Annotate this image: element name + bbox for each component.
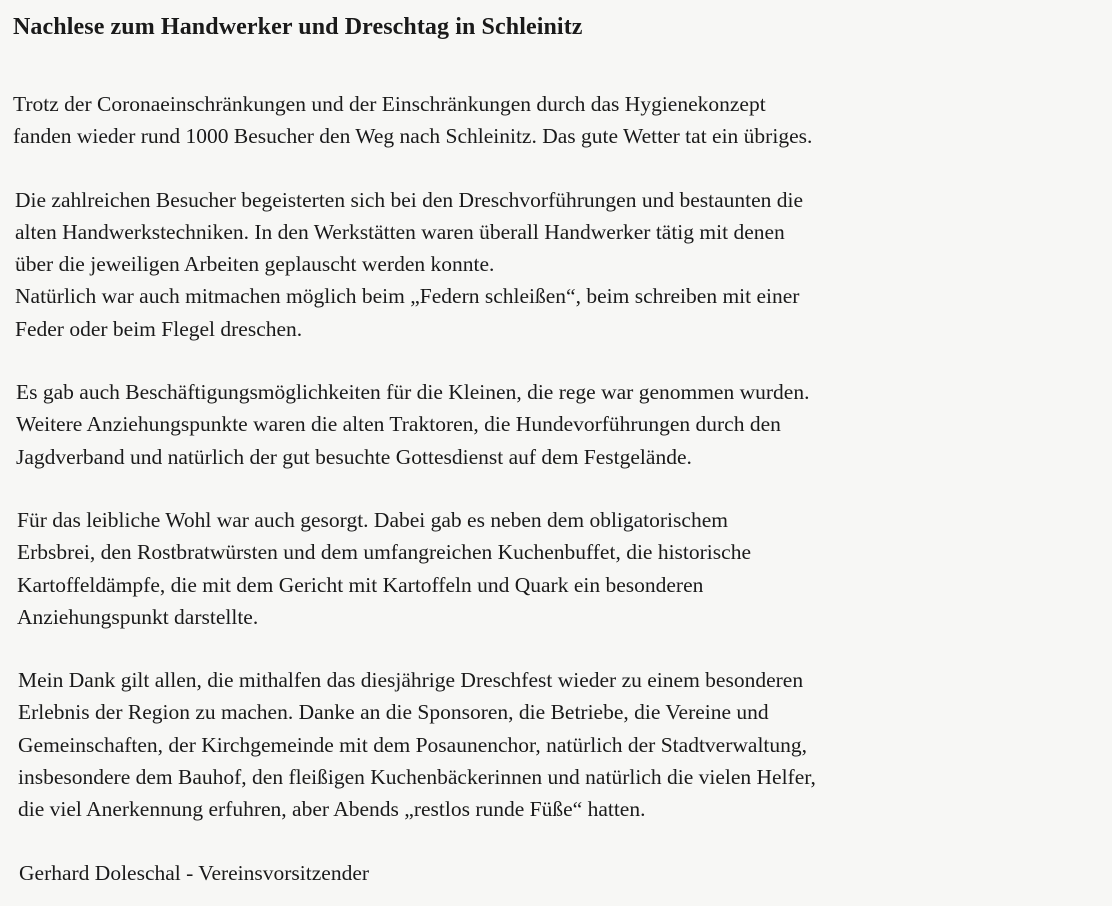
- paragraph-thanks: [18, 664, 1052, 825]
- paragraph-line: Anziehungspunkt darstellte.: [17, 604, 259, 629]
- paragraph-line: Mein Dank gilt allen, die mithalfen das diesjährige Dreschfest wieder zu einem besonderen: [18, 668, 804, 693]
- paragraph-line: insbesondere dem Bauhof, den fleißigen Kuchenbäckerinnen und natürlich die vielen Helfer,: [18, 765, 816, 790]
- paragraph-food: [17, 504, 1052, 633]
- paragraph-line: Gemeinschaften, der Kirchgemeinde mit dem Posaunenchor, natürlich der Stadtverwaltung,: [18, 732, 808, 757]
- paragraph-attractions: [16, 376, 1052, 473]
- signature: Gerhard Doleschal - Vereinsvorsitzender: [19, 860, 370, 885]
- paragraph-line: Jagdverband und natürlich der gut besuchte Gottesdienst auf dem Festgelände.: [16, 444, 692, 469]
- paragraph-line: Feder oder beim Flegel dreschen.: [15, 316, 303, 341]
- paragraph-line: die viel Anerkennung erfuhren, aber Abends „restlos runde Füße“ hatten.: [18, 797, 646, 822]
- paragraph-line: Es gab auch Beschäftigungsmöglichkeiten für die Kleinen, die rege war genommen wurden.: [16, 380, 810, 405]
- document-title: Nachlese zum Handwerker und Dreschtag in Schleinitz: [13, 14, 583, 40]
- paragraph-line: Natürlich war auch mitmachen möglich beim „Federn schleißen“, beim schreiben mit einer: [15, 284, 800, 309]
- paragraph-line: Trotz der Coronaeinschränkungen und der Einschränkungen durch das Hygienekonzept: [13, 92, 766, 116]
- paragraph-line: Weitere Anziehungspunkte waren die alten Traktoren, die Hundevorführungen durch den: [16, 412, 781, 437]
- paragraph-line: Für das leibliche Wohl war auch gesorgt. Dabei gab es neben dem obligatorischem: [17, 507, 728, 532]
- paragraph-line: Kartoffeldämpfe, die mit dem Gericht mit Kartoffeln und Quark ein besonderen: [17, 572, 704, 597]
- paragraph-line: Die zahlreichen Besucher begeisterten sich bei den Dreschvorführungen und bestaunten die: [15, 187, 804, 212]
- paragraph-line: Erbsbrei, den Rostbratwürsten und dem umfangreichen Kuchenbuffet, die historische: [17, 540, 751, 565]
- paragraph-line: Erlebnis der Region zu machen. Danke an die Sponsoren, die Betriebe, die Vereine und: [18, 700, 769, 725]
- paragraph-visitors: [15, 184, 1052, 345]
- paragraph-line: fanden wieder rund 1000 Besucher den Weg nach Schleinitz. Das gute Wetter tat ein übriges.: [13, 124, 813, 149]
- paragraph-line: über die jeweiligen Arbeiten geplauscht werden konnte.: [15, 252, 495, 277]
- paragraph-intro: [13, 88, 1052, 153]
- paragraph-line: alten Handwerkstechniken. In den Werkstätten waren überall Handwerker tätig mit denen: [15, 219, 785, 244]
